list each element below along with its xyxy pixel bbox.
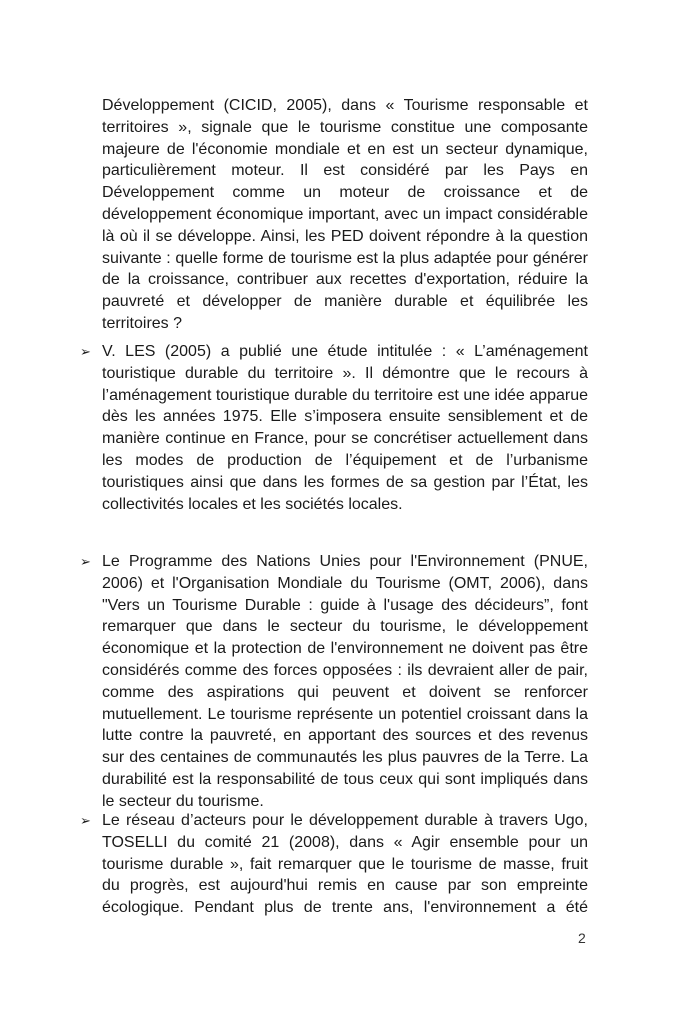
arrow-bullet-icon: ➢ [80,554,91,569]
bullet-item-toselli [80,810,588,919]
bullet-item-les-2005 [80,341,588,515]
paragraph-continuation [102,95,588,335]
arrow-bullet-icon: ➢ [80,813,91,828]
paragraph-text: Le Programme des Nations Unies pour l'Environnement (PNUE, 2006) et l'Organisation Mondiale du Tourisme (OMT, 2006), dans "Vers un Tourisme Durable : guide à l'usage des décideurs”, font remarquer que dans le secteur du tourisme, le développement économique et la protection de l'environnement ne doivent pas être considérés comme des forces opposées : ils devraient aller de pair, comme des aspirations qui peuvent et doivent se renforcer mutuellement. Le tourisme représente un potentiel croissant dans la lutte contre la pauvreté, en apportant des sources et des revenus sur des centaines de communautés les plus pauvres de la Terre. La durabilité est la responsabilité de tous ceux qui sont impliqués dans le secteur du tourisme. [102,553,588,810]
paragraph-text: Le réseau d’acteurs pour le développement durable à travers Ugo, TOSELLI du comité 21 (2008), dans « Agir ensemble pour un tourisme durable », fait remarquer que le tourisme de masse, fruit du progrès, est aujourd'hui remis en cause par son empreinte écologique. Pendant plus de trente ans, l'environnement a été [102,812,588,917]
arrow-bullet-icon: ➢ [80,344,91,359]
bullet-item-pnue-omt [80,551,588,813]
page-number: 2 [578,930,586,946]
paragraph-text: V. LES (2005) a publié une étude intitulée : « L’aménagement touristique durable du territoire ». Il démontre que le recours à l’aménagement touristique durable du territoire est une idée apparue dès les années 1975. Elle s’imposera ensuite sensiblement et de manière continue en France, pour se concrétiser actuellement dans les modes de production de l’équipement et de l’urbanisme touristiques ainsi que dans les formes de sa gestion par l’État, les collectivités locales et les sociétés locales. [102,343,588,513]
paragraph-text: Développement (CICID, 2005), dans « Tourisme responsable et territoires », signale que le tourisme constitue une composante majeure de l'économie mondiale et en est un secteur dynamique, particulièrement moteur. Il est considéré par les Pays en Développement comme un moteur de croissance et de développement économique important, avec un impact considérable là où il se développe. Ainsi, les PED doivent répondre à la question suivante : quelle forme de tourisme est la plus adaptée pour générer de la croissance, contribuer aux recettes d'exportation, réduire la pauvreté et développer de manière durable et équilibrée les territoires ? [102,97,588,332]
